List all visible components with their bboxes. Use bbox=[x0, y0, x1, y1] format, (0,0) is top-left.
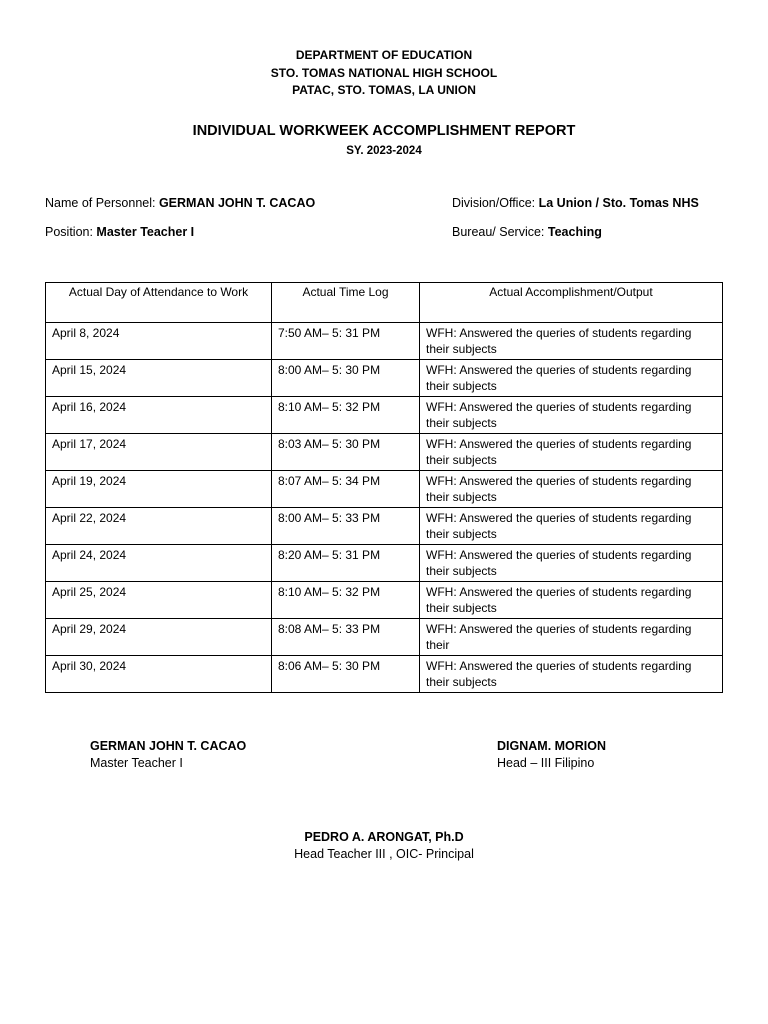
table-header-row bbox=[46, 283, 723, 323]
signatory-principal bbox=[0, 829, 768, 863]
signatory-name: DIGNAM. MORION bbox=[497, 739, 607, 753]
cell-time-log: 8:00 AM– 5: 30 PM bbox=[272, 360, 420, 397]
personnel-name-value: GERMAN JOHN T. CACAO bbox=[158, 196, 316, 210]
personnel-name-field bbox=[45, 196, 315, 210]
personnel-name-label: Name of Personnel: bbox=[45, 196, 159, 210]
table-row bbox=[46, 619, 723, 656]
cell-time-log: 8:00 AM– 5: 33 PM bbox=[272, 508, 420, 545]
division-field bbox=[452, 196, 699, 210]
division-value: La Union / Sto. Tomas NHS bbox=[538, 196, 699, 210]
bureau-label: Bureau/ Service: bbox=[452, 225, 548, 239]
department-heading: DEPARTMENT OF EDUCATION bbox=[295, 48, 473, 62]
position-label: Position: bbox=[45, 225, 97, 239]
table-row bbox=[46, 508, 723, 545]
school-year: SY. 2023-2024 bbox=[346, 145, 422, 157]
cell-day: April 30, 2024 bbox=[46, 656, 272, 693]
cell-accomplishment: WFH: Answered the queries of students regarding their subjects bbox=[420, 323, 723, 360]
cell-time-log: 8:07 AM– 5: 34 PM bbox=[272, 471, 420, 508]
report-title: INDIVIDUAL WORKWEEK ACCOMPLISHMENT REPORT bbox=[192, 123, 576, 139]
signatory-name: GERMAN JOHN T. CACAO bbox=[90, 739, 247, 753]
cell-time-log: 8:06 AM– 5: 30 PM bbox=[272, 656, 420, 693]
table-row bbox=[46, 656, 723, 693]
table-row bbox=[46, 471, 723, 508]
column-header-output: Actual Accomplishment/Output bbox=[420, 283, 723, 323]
signatory-personnel bbox=[90, 738, 246, 772]
address-heading: PATAC, STO. TOMAS, LA UNION bbox=[292, 83, 476, 97]
position-field bbox=[45, 225, 194, 239]
bureau-value: Teaching bbox=[547, 225, 602, 239]
cell-accomplishment: WFH: Answered the queries of students regarding their subjects bbox=[420, 582, 723, 619]
cell-time-log: 7:50 AM– 5: 31 PM bbox=[272, 323, 420, 360]
school-heading: STO. TOMAS NATIONAL HIGH SCHOOL bbox=[270, 66, 498, 80]
table-row bbox=[46, 323, 723, 360]
cell-accomplishment: WFH: Answered the queries of students regarding their subjects bbox=[420, 434, 723, 471]
cell-day: April 25, 2024 bbox=[46, 582, 272, 619]
table-row bbox=[46, 360, 723, 397]
cell-day: April 17, 2024 bbox=[46, 434, 272, 471]
table-row bbox=[46, 397, 723, 434]
cell-accomplishment: WFH: Answered the queries of students regarding their subjects bbox=[420, 397, 723, 434]
accomplishment-table bbox=[45, 282, 723, 693]
division-label: Division/Office: bbox=[452, 196, 539, 210]
cell-accomplishment: WFH: Answered the queries of students regarding their bbox=[420, 619, 723, 656]
cell-accomplishment: WFH: Answered the queries of students regarding their subjects bbox=[420, 508, 723, 545]
table-row bbox=[46, 545, 723, 582]
table-row bbox=[46, 434, 723, 471]
cell-day: April 22, 2024 bbox=[46, 508, 272, 545]
column-header-time: Actual Time Log bbox=[272, 283, 420, 323]
cell-day: April 29, 2024 bbox=[46, 619, 272, 656]
cell-time-log: 8:03 AM– 5: 30 PM bbox=[272, 434, 420, 471]
cell-accomplishment: WFH: Answered the queries of students regarding their subjects bbox=[420, 656, 723, 693]
cell-day: April 8, 2024 bbox=[46, 323, 272, 360]
signatory-title: Master Teacher I bbox=[90, 756, 183, 770]
cell-accomplishment: WFH: Answered the queries of students regarding their subjects bbox=[420, 360, 723, 397]
cell-time-log: 8:08 AM– 5: 33 PM bbox=[272, 619, 420, 656]
signatory-title: Head Teacher III , OIC- Principal bbox=[294, 847, 474, 861]
signatory-name: PEDRO A. ARONGAT, Ph.D bbox=[304, 830, 464, 844]
column-header-day: Actual Day of Attendance to Work bbox=[46, 283, 272, 323]
cell-day: April 19, 2024 bbox=[46, 471, 272, 508]
cell-time-log: 8:10 AM– 5: 32 PM bbox=[272, 397, 420, 434]
cell-accomplishment: WFH: Answered the queries of students regarding their subjects bbox=[420, 471, 723, 508]
cell-day: April 16, 2024 bbox=[46, 397, 272, 434]
position-value: Master Teacher I bbox=[96, 225, 195, 239]
bureau-field bbox=[452, 225, 602, 239]
cell-day: April 15, 2024 bbox=[46, 360, 272, 397]
cell-day: April 24, 2024 bbox=[46, 545, 272, 582]
signatory-title: Head – III Filipino bbox=[497, 756, 595, 770]
table-row bbox=[46, 582, 723, 619]
cell-time-log: 8:10 AM– 5: 32 PM bbox=[272, 582, 420, 619]
cell-time-log: 8:20 AM– 5: 31 PM bbox=[272, 545, 420, 582]
signatory-department-head bbox=[497, 738, 606, 772]
cell-accomplishment: WFH: Answered the queries of students regarding their subjects bbox=[420, 545, 723, 582]
